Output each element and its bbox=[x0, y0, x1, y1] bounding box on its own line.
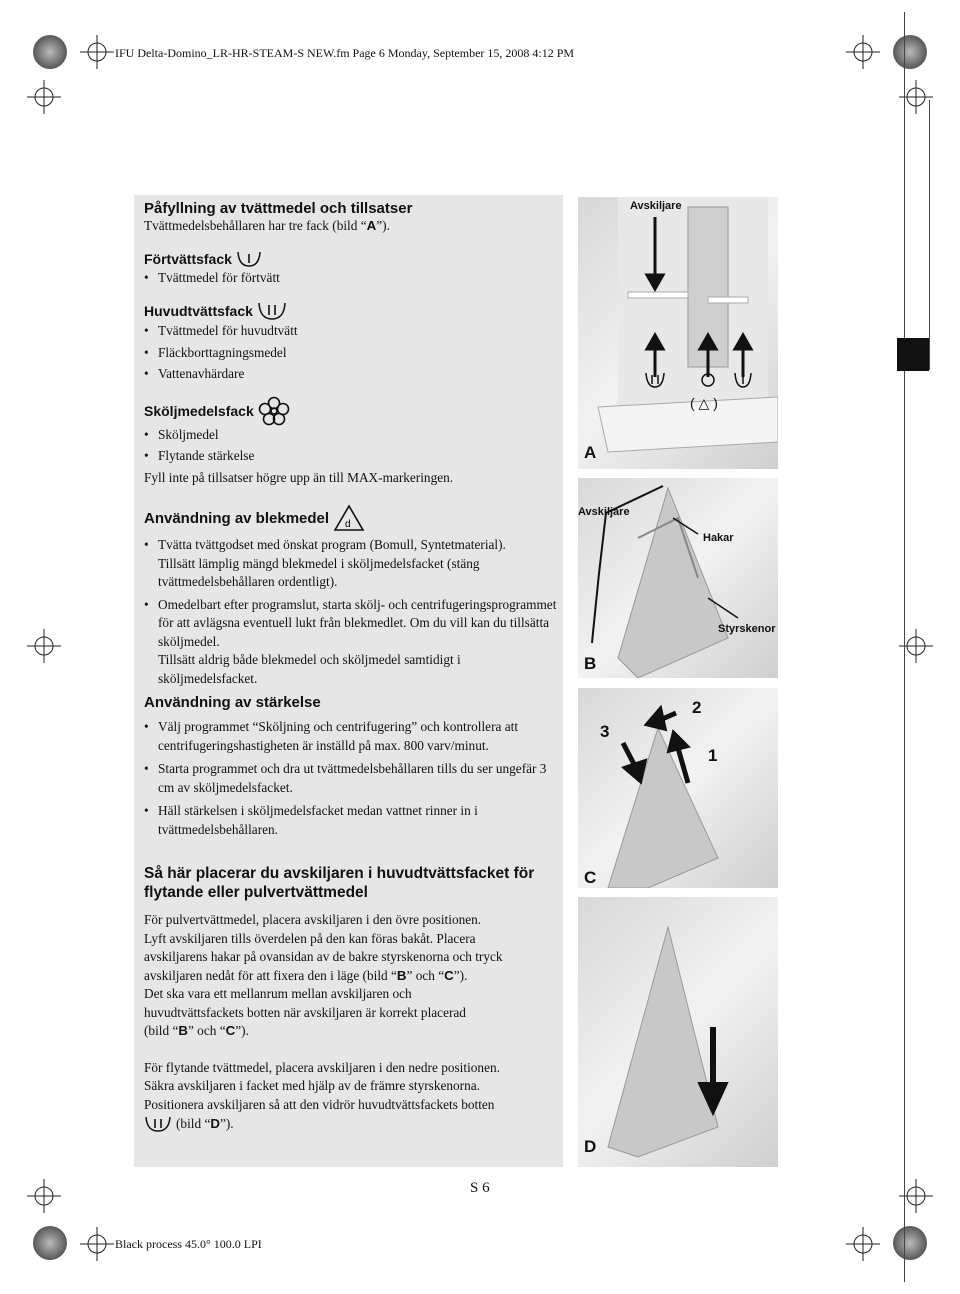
divider-line: Säkra avskiljaren i facket med hjälp av de främre styrskenorna. bbox=[144, 1078, 480, 1093]
section-bleach bbox=[144, 504, 560, 688]
section-divider bbox=[144, 864, 560, 1134]
figure-d-drawing bbox=[578, 897, 778, 1167]
prewash-compartment-icon bbox=[236, 249, 262, 269]
figure-a-drawing bbox=[578, 197, 778, 469]
figure-d-label: D bbox=[584, 1137, 597, 1156]
starch-bullet: • Starta programmet och dra ut tvättmedelsbehållaren tills du ser ungefär 3 cm av sköljmedelsfacket. bbox=[144, 760, 560, 797]
starch-bullet: • Välj programmet “Sköljning och centrifugering” och kontrollera att centrifugeringshastigheten är inställd på max. 800 varv/minut. bbox=[144, 718, 560, 755]
softener-item: • Flytande stärkelse bbox=[144, 447, 560, 466]
footer-line: Black process 45.0° 100.0 LPI bbox=[115, 1237, 262, 1251]
mainwash-item: • Vattenavhärdare bbox=[144, 365, 560, 384]
divider-line: För flytande tvättmedel, placera avskiljaren i den nedre positionen. bbox=[144, 1059, 500, 1075]
divider-line: avskiljarens hakar på ovansidan av de bakre styrskenorna och tryck bbox=[144, 949, 503, 964]
trim-line-right bbox=[929, 100, 930, 370]
mainwash-heading bbox=[144, 300, 560, 322]
prewash-item: • Tvättmedel för förtvätt bbox=[144, 269, 560, 288]
starch-bullet: • Häll stärkelsen i sköljmedelsfacket medan vattnet rinner in i tvättmedelsbehållaren. bbox=[144, 802, 560, 839]
section-bleach-heading bbox=[144, 504, 560, 532]
divider-line: För pulvertvättmedel, placera avskiljaren i den övre positionen. bbox=[144, 912, 482, 927]
mainwash-compartment-icon bbox=[257, 300, 287, 322]
divider-line: huvudtvättsfackets botten när avskiljaren är korrekt placerad bbox=[144, 1004, 466, 1020]
figure-a-warning-symbol: ( △ ) bbox=[690, 395, 718, 411]
section-filling bbox=[144, 200, 560, 487]
divider-paragraph-1 bbox=[144, 911, 560, 1041]
trim-line bbox=[904, 12, 905, 1282]
section-starch bbox=[144, 694, 560, 839]
bleach-line: Tillsätt lämplig mängd blekmedel i sköljmedelsfacket (stäng tvättmedelsbehållaren ordentligt). bbox=[158, 555, 480, 589]
figure-d-photo bbox=[578, 897, 778, 1167]
flower-softener-icon bbox=[258, 396, 290, 426]
divider-line: Det ska vara ett mellanrum mellan avskiljaren och bbox=[144, 986, 412, 1001]
divider-line: (bild “ D ”). bbox=[144, 1114, 560, 1134]
figure-c-num3: 3 bbox=[600, 722, 610, 741]
page-number: S 6 bbox=[470, 1180, 490, 1196]
figure-c-drawing bbox=[578, 688, 778, 888]
figure-a-callout-divider: Avskiljare bbox=[630, 200, 682, 212]
prewash-heading bbox=[144, 249, 560, 269]
divider-paragraph-2 bbox=[144, 1059, 560, 1135]
mainwash-item: • Tvättmedel för huvudtvätt bbox=[144, 322, 560, 341]
figure-c-photo bbox=[578, 688, 778, 888]
figure-b-callout-hooks: Hakar bbox=[703, 532, 734, 544]
section-filling-title: Påfyllning av tvättmedel och tillsatser bbox=[144, 200, 413, 217]
divider-line: Lyft avskiljaren tills överdelen på den kan föras bakåt. Placera bbox=[144, 930, 476, 946]
figure-b-label: B bbox=[584, 654, 597, 673]
section-divider-title: Så här placerar du avskiljaren i huvudtvättsfacket för flytande eller pulvertvättmedel bbox=[144, 865, 535, 901]
section-filling-intro: Tvättmedelsbehållaren har tre fack (bild “A”). bbox=[144, 218, 390, 233]
bleach-line: Tillsätt aldrig både blekmedel och sköljmedel samtidigt i sköljmedelsfacket. bbox=[158, 652, 461, 686]
color-bar-black bbox=[897, 338, 929, 371]
figure-a-label: A bbox=[584, 443, 597, 462]
divider-line: Positionera avskiljaren så att den vidrör huvudtvättsfackets botten bbox=[144, 1096, 495, 1112]
softener-item: • Sköljmedel bbox=[144, 426, 560, 445]
mainwash-compartment-icon bbox=[144, 1114, 172, 1134]
figure-c-label: C bbox=[584, 868, 597, 887]
prewash-label: Förtvättsfack bbox=[144, 250, 232, 267]
bleach-bullet: • Tvätta tvättgodset med önskat program (Bomull, Syntetmaterial). bbox=[144, 536, 560, 555]
figure-a-photo bbox=[578, 197, 778, 469]
figure-b-photo bbox=[578, 478, 778, 678]
softener-heading bbox=[144, 396, 560, 426]
mainwash-item: • Fläckborttagningsmedel bbox=[144, 344, 560, 363]
svg-text:d: d bbox=[345, 519, 351, 530]
mainwash-label: Huvudtvättsfack bbox=[144, 303, 253, 319]
softener-label: Sköljmedelsfack bbox=[144, 402, 254, 419]
section-starch-title: Användning av stärkelse bbox=[144, 694, 321, 711]
bleach-bullet: • Omedelbart efter programslut, starta skölj- och centrifugeringsprogrammet för att avlägsna eventuell lukt från blekmedlet. Om du vill kan du tillsätta sköljmedel. bbox=[144, 596, 560, 652]
divider-line: (bild “B” och “C”). bbox=[144, 1023, 249, 1038]
figure-b-callout-rails: Styrskenor bbox=[718, 623, 776, 635]
section-bleach-title: Användning av blekmedel bbox=[144, 509, 330, 527]
figure-c-num1: 1 bbox=[708, 746, 718, 765]
bleach-triangle-icon bbox=[333, 504, 365, 532]
divider-line: avskiljaren nedåt för att fixera den i läge (bild “B” och “C”). bbox=[144, 967, 468, 983]
figure-c-num2: 2 bbox=[692, 698, 702, 717]
header-line: IFU Delta-Domino_LR-HR-STEAM-S NEW.fm Page 6 Monday, September 15, 2008 4:12 PM bbox=[115, 46, 575, 60]
max-note: Fyll inte på tillsatser högre upp än till MAX-markeringen. bbox=[144, 469, 454, 485]
figure-b-callout-divider: Avskiljare bbox=[578, 506, 630, 518]
